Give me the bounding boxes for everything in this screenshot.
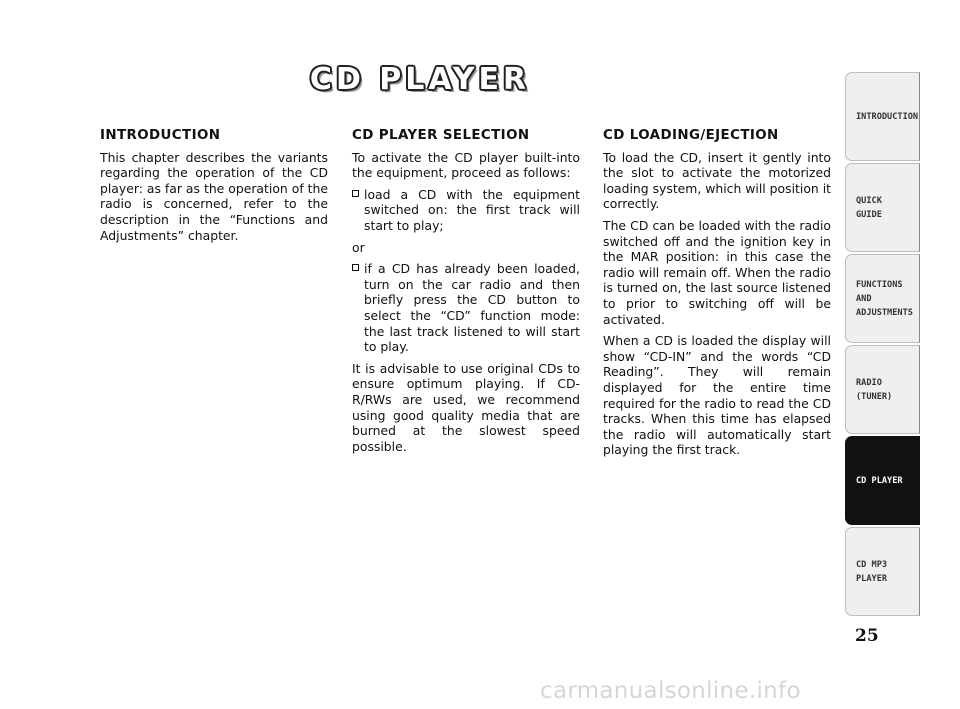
cd-player-selection-column	[352, 128, 580, 460]
introduction-heading: INTRODUCTION	[100, 128, 221, 143]
page-title: CD PLAYER	[309, 62, 531, 97]
tab-cd-player[interactable]: CD PLAYER	[845, 436, 920, 525]
tab-functions-and-adjustments[interactable]: FUNCTIONS AND ADJUSTMENTS	[845, 254, 920, 343]
tab-cd-mp3-player[interactable]: CD MP3 PLAYER	[845, 527, 920, 616]
checkbox-bullet-icon	[352, 264, 359, 271]
watermark: carmanualsonline.info	[540, 678, 801, 704]
loading-paragraph-3: When a CD is loaded the display will show “CD-IN” and the words “CD Reading”. They will remain displayed for the entire time required for the radio to read the CD tracks. When this time has elapsed the radio will automatically start playing the first track.	[603, 333, 831, 458]
selection-bullet-2	[352, 261, 580, 355]
page-number: 25	[855, 626, 879, 646]
selection-heading: CD PLAYER SELECTION	[352, 128, 530, 143]
selection-bullet-1-text: load a CD with the equipment switched on: the first track will start to play;	[364, 186, 580, 233]
loading-heading: CD LOADING/EJECTION	[603, 128, 779, 143]
selection-advice: It is advisable to use original CDs to ensure optimum playing. If CD-R/RWs are used, we recommend using good quality media that are burned at the slowest speed possible.	[352, 360, 580, 454]
introduction-column	[100, 128, 328, 249]
loading-paragraph-1: To load the CD, insert it gently into the slot to activate the motorized loading system, which will position it correctly.	[603, 149, 832, 212]
checkbox-bullet-icon	[352, 190, 359, 197]
cd-loading-column	[603, 128, 831, 464]
selection-bullet-2-text: if a CD has already been loaded, turn on the car radio and then briefly press the CD button to select the “CD” function mode: the last track listened to will start to play.	[364, 261, 580, 355]
introduction-text: This chapter describes the variants regarding the operation of the CD player: as far as the operation of the radio is concerned, refer to the description in the “Functions and Adjustments” chapter.	[100, 149, 328, 243]
tab-introduction[interactable]: INTRODUCTION	[845, 72, 920, 161]
loading-paragraph-2: The CD can be loaded with the radio switched off and the ignition key in the MAR position: in this case the radio will remain off. When the radio is turned on, the last source listened to prior to switching off will be activated.	[603, 217, 831, 327]
chapter-tabs	[845, 72, 920, 618]
selection-bullet-1	[352, 187, 580, 234]
selection-intro: To activate the CD player built-into the equipment, proceed as follows:	[352, 149, 580, 181]
tab-quick-guide[interactable]: QUICK GUIDE	[845, 163, 920, 252]
tab-radio-tuner[interactable]: RADIO (TUNER)	[845, 345, 920, 434]
selection-or: or	[352, 239, 365, 255]
